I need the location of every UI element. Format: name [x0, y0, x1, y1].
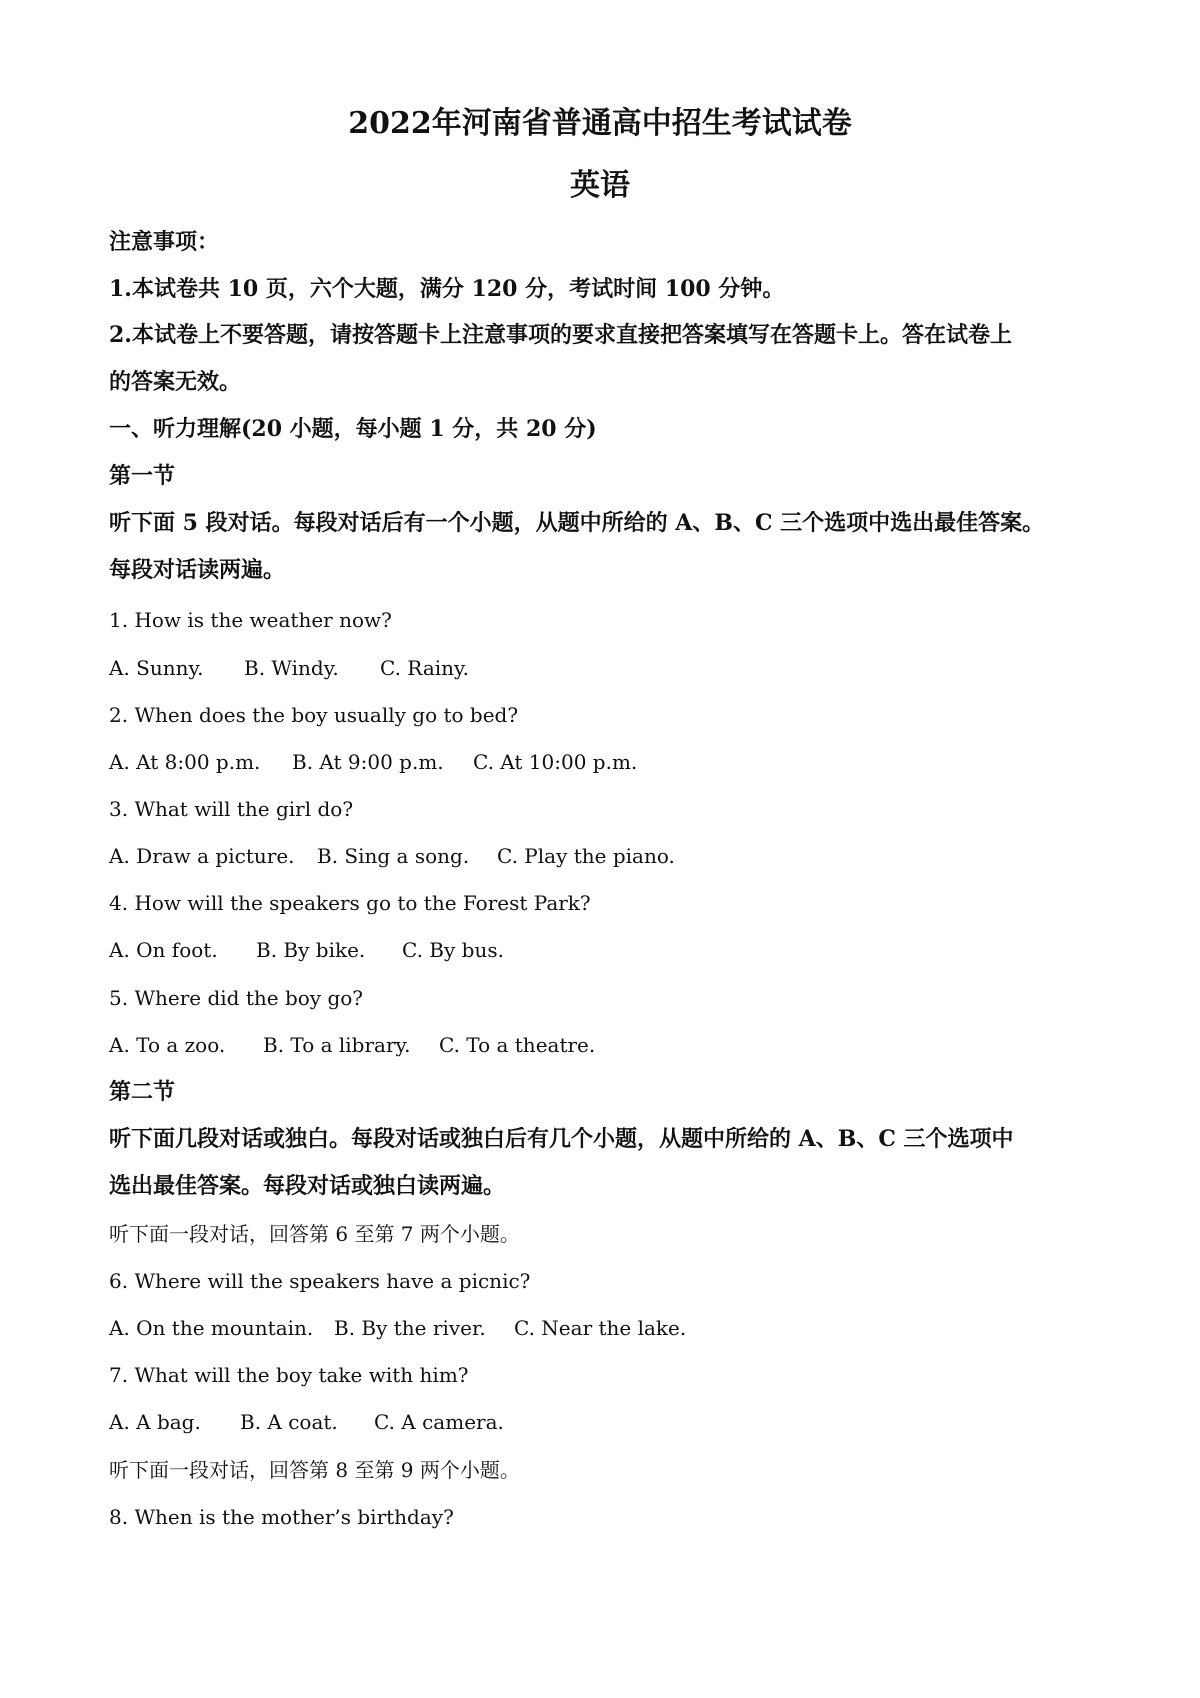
question-2: 2. When does the boy usually go to bed? — [109, 703, 519, 727]
option-a: A. To a zoo. — [109, 1033, 226, 1057]
section-1-instruction-line-1: 听下面 5 段对话。每段对话后有一个小题，从题中所给的 A、B、C 三个选项中选出最佳答案。 — [109, 510, 1045, 536]
part-1-heading: 一、听力理解(20 小题，每小题 1 分，共 20 分) — [109, 416, 597, 442]
option-b: B. By bike. — [256, 938, 366, 962]
option-c: C. A camera. — [374, 1410, 504, 1434]
option-b: B. To a library. — [263, 1033, 411, 1057]
option-c: C. Play the piano. — [497, 844, 675, 868]
option-a: A. Draw a picture. — [109, 844, 295, 868]
notice-item-2-line-2: 的答案无效。 — [109, 369, 242, 395]
option-b: B. By the river. — [334, 1316, 486, 1340]
option-c: C. To a theatre. — [439, 1033, 596, 1057]
option-a: A. At 8:00 p.m. — [109, 750, 261, 774]
section-1-label: 第一节 — [109, 463, 176, 489]
question-1: 1. How is the weather now? — [109, 608, 392, 632]
question-5-options — [109, 1031, 1109, 1059]
option-a: A. A bag. — [109, 1410, 201, 1434]
option-c: C. Near the lake. — [514, 1316, 687, 1340]
section-2-instruction-line-1: 听下面几段对话或独白。每段对话或独白后有几个小题，从题中所给的 A、B、C 三个选项中 — [109, 1126, 1014, 1152]
question-3: 3. What will the girl do? — [109, 797, 354, 821]
option-c: C. By bus. — [402, 938, 504, 962]
question-7: 7. What will the boy take with him? — [109, 1363, 469, 1387]
notice-item-2-line-1: 2.本试卷上不要答题，请按答题卡上注意事项的要求直接把答案填写在答题卡上。答在试卷上 — [109, 322, 1012, 348]
section-2-instruction-line-2: 选出最佳答案。每段对话或独白读两遍。 — [109, 1173, 506, 1199]
dialog-note-8-9: 听下面一段对话，回答第 8 至第 9 两个小题。 — [109, 1458, 520, 1482]
question-7-options — [109, 1408, 1109, 1436]
question-5: 5. Where did the boy go? — [109, 986, 364, 1010]
option-b: B. At 9:00 p.m. — [292, 750, 444, 774]
option-c: C. Rainy. — [380, 656, 470, 680]
question-6-options — [109, 1314, 1109, 1342]
option-b: B. A coat. — [240, 1410, 338, 1434]
question-6: 6. Where will the speakers have a picnic? — [109, 1269, 531, 1293]
option-b: B. Sing a song. — [317, 844, 470, 868]
question-3-options — [109, 842, 1109, 870]
question-2-options — [109, 748, 1109, 776]
dialog-note-6-7: 听下面一段对话，回答第 6 至第 7 两个小题。 — [109, 1222, 520, 1246]
exam-subject: 英语 — [570, 168, 630, 203]
question-4: 4. How will the speakers go to the Forest Park? — [109, 891, 591, 915]
exam-title: 2022年河南省普通高中招生考试试卷 — [348, 106, 852, 141]
section-2-label: 第二节 — [109, 1079, 176, 1105]
question-4-options — [109, 936, 1109, 964]
notice-heading: 注意事项： — [109, 229, 220, 255]
option-b: B. Windy. — [244, 656, 339, 680]
question-1-options — [109, 654, 1109, 682]
option-a: A. On the mountain. — [109, 1316, 314, 1340]
option-a: A. On foot. — [109, 938, 218, 962]
notice-item-1: 1.本试卷共 10 页，六个大题，满分 120 分，考试时间 100 分钟。 — [109, 276, 785, 302]
option-a: A. Sunny. — [109, 656, 204, 680]
section-1-instruction-line-2: 每段对话读两遍。 — [109, 557, 286, 583]
option-c: C. At 10:00 p.m. — [473, 750, 638, 774]
question-8: 8. When is the mother’s birthday? — [109, 1505, 454, 1529]
